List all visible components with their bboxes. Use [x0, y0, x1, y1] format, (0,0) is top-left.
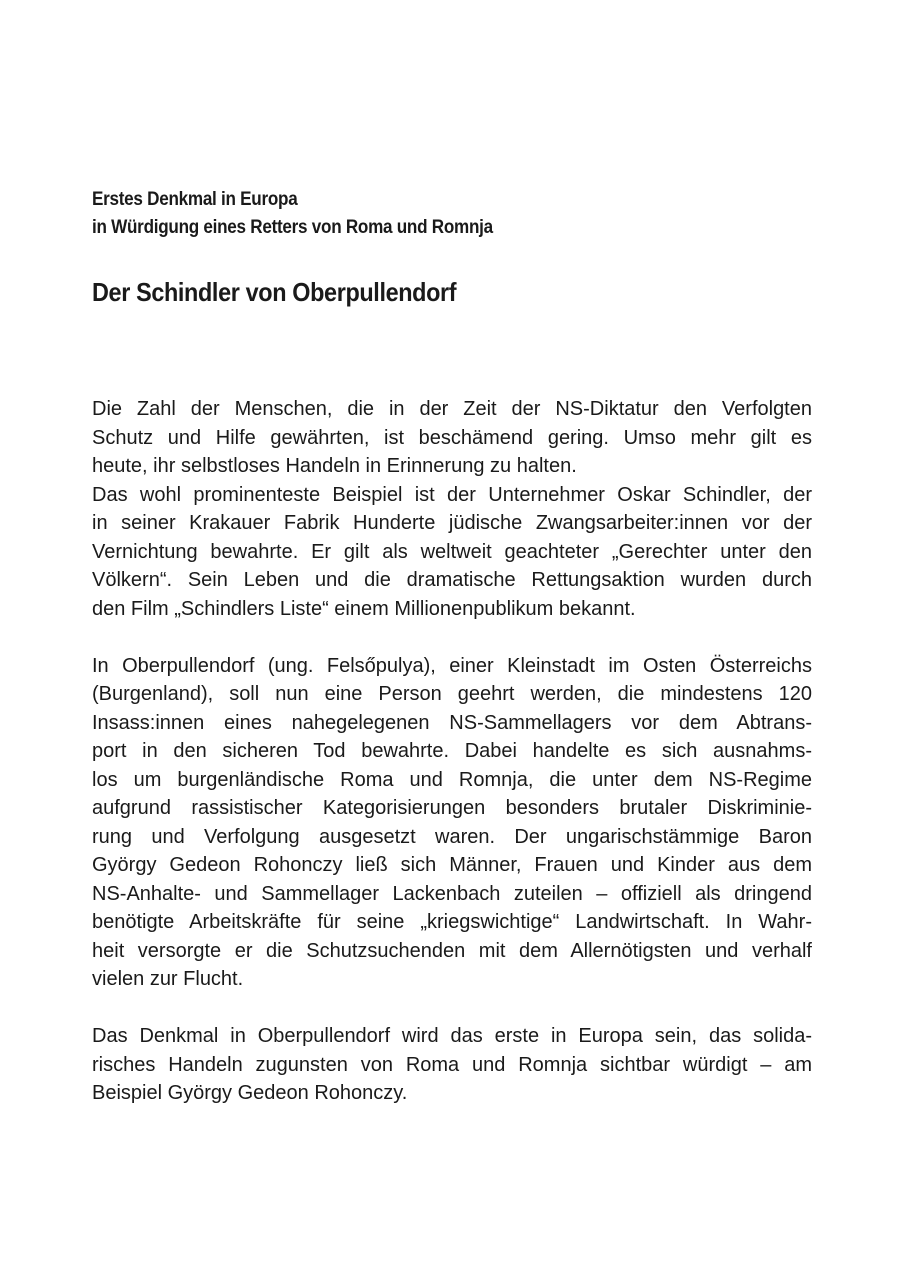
text-line: György Gedeon Rohonczy ließ sich Männer, Frauen und Kinder aus dem — [92, 854, 812, 876]
paragraph-4 — [92, 1022, 812, 1108]
text-line: benötigte Arbeitskräfte für seine „kriegswichtige“ Landwirtschaft. In Wahr- — [92, 911, 812, 933]
text-line: los um burgenländische Roma und Romnja, die unter dem NS-Regime — [92, 768, 812, 791]
text-line: Die Zahl der Menschen, die in der Zeit der NS-Diktatur den Verfolgten — [92, 398, 812, 420]
text-line: Insass:innen eines nahegelegenen NS-Sammellagers vor dem Abtrans- — [92, 711, 812, 734]
text-line: Schutz und Hilfe gewährten, ist beschämend gering. Umso mehr gilt es — [92, 426, 812, 449]
text-line: vielen zur Flucht. — [92, 968, 244, 990]
text-line: Beispiel György Gedeon Rohonczy. — [92, 1082, 408, 1104]
text-line: rung und Verfolgung ausgesetzt waren. Der ungarischstämmige Baron — [92, 825, 812, 848]
subtitle-line-2: in Würdigung eines Retters von Roma und Romnja — [92, 217, 493, 238]
paragraph-1 — [92, 395, 812, 481]
text-line: heute, ihr selbstloses Handeln in Erinnerung zu halten. — [92, 455, 577, 477]
text-line: Vernichtung bewahrte. Er gilt als weltweit geachteter „Gerechter unter den — [92, 540, 812, 563]
body-text — [92, 395, 812, 1108]
text-line: heit versorgte er die Schutzsuchenden mit dem Allernötigsten und verhalf — [92, 939, 812, 962]
text-line: in seiner Krakauer Fabrik Hunderte jüdische Zwangsarbeiter:innen vor der — [92, 512, 812, 534]
text-line: Das Denkmal in Oberpullendorf wird das erste in Europa sein, das solida- — [92, 1025, 812, 1047]
paragraph-2 — [92, 481, 812, 624]
subtitle — [92, 186, 740, 242]
text-line: aufgrund rassistischer Kategorisierungen besonders brutaler Diskriminie- — [92, 797, 812, 819]
text-line: den Film „Schindlers Liste“ einem Millionenpublikum bekannt. — [92, 597, 636, 620]
text-line: Völkern“. Sein Leben und die dramatische Rettungsaktion wurden durch — [92, 569, 812, 591]
subtitle-line-1: Erstes Denkmal in Europa — [92, 189, 298, 210]
paragraph-gap — [92, 623, 812, 652]
paragraph-3 — [92, 652, 812, 994]
text-line: NS-Anhalte- und Sammellager Lackenbach zuteilen – offiziell als dringend — [92, 882, 812, 905]
text-line: In Oberpullendorf (ung. Felsőpulya), einer Kleinstadt im Osten Österreichs — [92, 654, 812, 677]
text-line: risches Handeln zugunsten von Roma und Romnja sichtbar würdigt – am — [92, 1053, 812, 1076]
text-line: Das wohl prominenteste Beispiel ist der Unternehmer Oskar Schindler, der — [92, 483, 812, 506]
paragraph-gap — [92, 994, 812, 1023]
text-line: port in den sicheren Tod bewahrte. Dabei handelte es sich ausnahms- — [92, 740, 812, 762]
text-line: (Burgenland), soll nun eine Person geehrt werden, die mindestens 120 — [92, 683, 812, 705]
page-title: Der Schindler von Oberpullendorf — [92, 277, 457, 307]
